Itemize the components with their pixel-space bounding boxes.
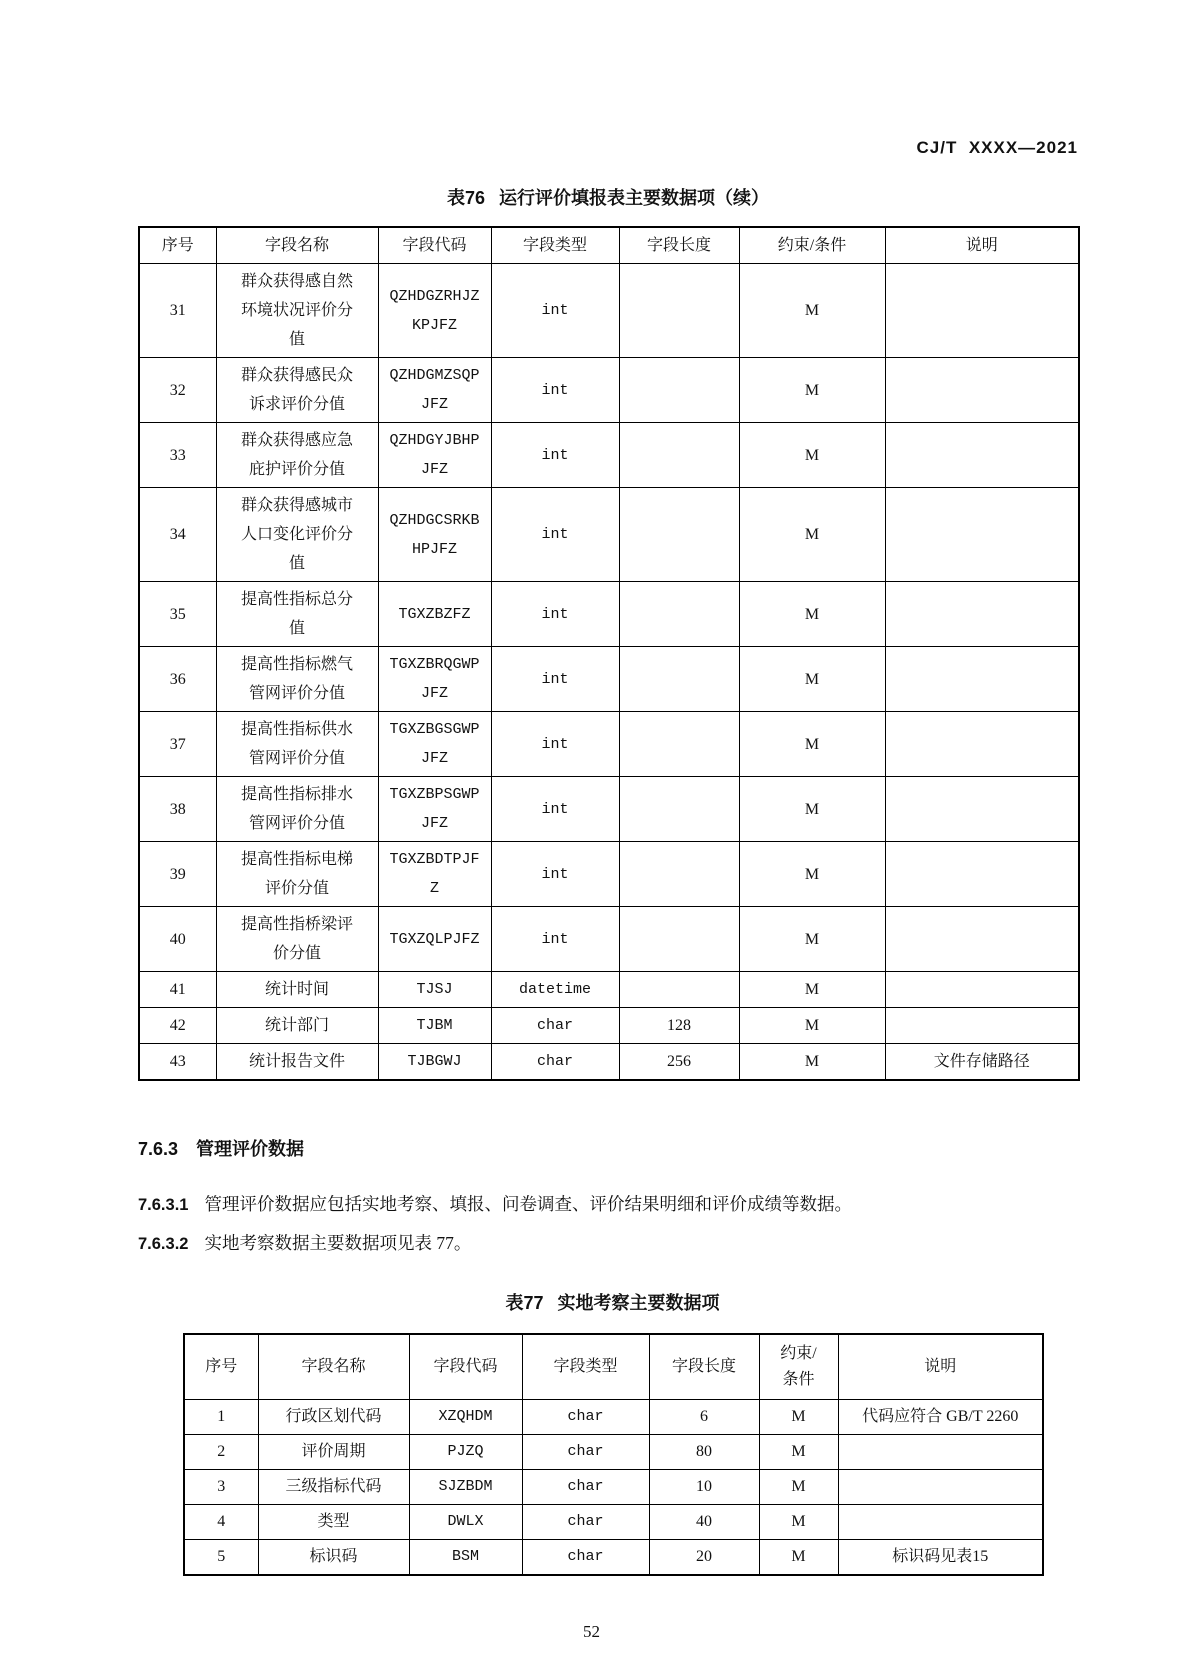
- cell: [885, 264, 1079, 358]
- table-row: [139, 907, 1079, 972]
- table-row: [139, 358, 1079, 423]
- cell: 38: [139, 777, 216, 842]
- cell: M: [739, 358, 885, 423]
- cell: int: [491, 712, 619, 777]
- cell: [619, 264, 739, 358]
- cell: 4: [184, 1505, 258, 1540]
- column-header: [216, 227, 378, 264]
- cell: [619, 777, 739, 842]
- cell: int: [491, 488, 619, 582]
- cell: DWLX: [409, 1505, 522, 1540]
- cell: 37: [139, 712, 216, 777]
- cell: [885, 488, 1079, 582]
- cell: TJBM: [378, 1008, 491, 1044]
- table-row: [139, 1044, 1079, 1081]
- column-header-label: 序号: [161, 237, 194, 254]
- cell: 33: [139, 423, 216, 488]
- column-header-label: 字段类型: [553, 1358, 618, 1375]
- column-header: [759, 1334, 838, 1400]
- cell: 256: [619, 1044, 739, 1081]
- column-header: [258, 1334, 409, 1400]
- table-row: [139, 712, 1079, 777]
- cell: int: [491, 777, 619, 842]
- cell: [838, 1435, 1043, 1470]
- cell: 5: [184, 1540, 258, 1576]
- table-row: [139, 582, 1079, 647]
- cell: [619, 358, 739, 423]
- cell: char: [522, 1540, 649, 1576]
- table77-caption-number: 表77: [505, 1293, 544, 1313]
- cell: char: [522, 1400, 649, 1435]
- cell: TGXZBGSGWPJFZ: [378, 712, 491, 777]
- cell: int: [491, 647, 619, 712]
- column-header: [885, 227, 1079, 264]
- column-header-label: 字段长度: [671, 1358, 736, 1375]
- cell: M: [739, 842, 885, 907]
- cell: 10: [649, 1470, 759, 1505]
- cell: 39: [139, 842, 216, 907]
- cell: 群众获得感自然环境状况评价分值: [216, 264, 378, 358]
- cell: 1: [184, 1400, 258, 1435]
- cell: 34: [139, 488, 216, 582]
- cell: [885, 842, 1079, 907]
- cell: 3: [184, 1470, 258, 1505]
- cell: TJSJ: [378, 972, 491, 1008]
- cell: QZHDGZRHJZKPJFZ: [378, 264, 491, 358]
- cell: M: [739, 777, 885, 842]
- table77-header: [184, 1334, 1043, 1400]
- clause-number: 7.6.3.1: [138, 1196, 189, 1214]
- cell: [885, 712, 1079, 777]
- cell: char: [522, 1470, 649, 1505]
- cell: 统计部门: [216, 1008, 378, 1044]
- cell: datetime: [491, 972, 619, 1008]
- header-row: [139, 227, 1079, 264]
- cell: 36: [139, 647, 216, 712]
- table-row: [139, 972, 1079, 1008]
- cell: M: [739, 488, 885, 582]
- cell: char: [522, 1435, 649, 1470]
- clause-paragraph: [138, 1228, 1078, 1259]
- table-row: [139, 647, 1079, 712]
- cell: QZHDGCSRKBHPJFZ: [378, 488, 491, 582]
- table77-caption: [183, 1289, 1042, 1315]
- cell: [619, 488, 739, 582]
- section-heading-number: 7.6.3: [138, 1139, 179, 1159]
- column-header-label: 约束/条件: [780, 1345, 817, 1388]
- cell: 6: [649, 1400, 759, 1435]
- cell: 80: [649, 1435, 759, 1470]
- column-header: [378, 227, 491, 264]
- cell: 标识码: [258, 1540, 409, 1576]
- cell: 提高性指标总分值: [216, 582, 378, 647]
- cell: [619, 842, 739, 907]
- cell: TGXZBRQGWPJFZ: [378, 647, 491, 712]
- cell: [838, 1470, 1043, 1505]
- cell: 类型: [258, 1505, 409, 1540]
- clause-number: 7.6.3.2: [138, 1235, 189, 1253]
- cell: M: [759, 1470, 838, 1505]
- table77: [183, 1333, 1044, 1576]
- table77-body: [184, 1400, 1043, 1576]
- cell: [838, 1505, 1043, 1540]
- table-row: [184, 1540, 1043, 1576]
- cell: M: [759, 1540, 838, 1576]
- cell: M: [739, 712, 885, 777]
- cell: 提高性指标排水管网评价分值: [216, 777, 378, 842]
- table-row: [139, 488, 1079, 582]
- cell: [885, 777, 1079, 842]
- cell: 提高性指标供水管网评价分值: [216, 712, 378, 777]
- column-header: [409, 1334, 522, 1400]
- cell: M: [739, 264, 885, 358]
- section-heading-text: 管理评价数据: [196, 1139, 305, 1159]
- table76-caption-title: 运行评价填报表主要数据项（续）: [499, 188, 770, 208]
- cell: int: [491, 907, 619, 972]
- cell: TGXZQLPJFZ: [378, 907, 491, 972]
- clause-text: 实地考察数据主要数据项见表 77。: [204, 1233, 472, 1253]
- cell: [619, 907, 739, 972]
- cell: 35: [139, 582, 216, 647]
- table-row: [139, 264, 1079, 358]
- cell: M: [739, 907, 885, 972]
- table77-caption-title: 实地考察主要数据项: [557, 1293, 720, 1313]
- cell: M: [739, 972, 885, 1008]
- table-row: [139, 423, 1079, 488]
- cell: M: [759, 1400, 838, 1435]
- cell: [885, 972, 1079, 1008]
- cell: 三级指标代码: [258, 1470, 409, 1505]
- cell: M: [739, 1044, 885, 1081]
- column-header-label: 说明: [924, 1358, 957, 1375]
- cell: [885, 647, 1079, 712]
- table-row: [184, 1435, 1043, 1470]
- column-header-label: 字段长度: [646, 237, 711, 254]
- column-header: [139, 227, 216, 264]
- table-row: [139, 1008, 1079, 1044]
- column-header-label: 字段代码: [433, 1358, 498, 1375]
- cell: [885, 1008, 1079, 1044]
- cell: TGXZBPSGWPJFZ: [378, 777, 491, 842]
- column-header: [739, 227, 885, 264]
- cell: char: [491, 1008, 619, 1044]
- cell: 40: [139, 907, 216, 972]
- cell: int: [491, 264, 619, 358]
- cell: M: [759, 1435, 838, 1470]
- standard-number: CJ/T XXXX—2021: [916, 138, 1078, 157]
- cell: [619, 582, 739, 647]
- cell: 统计报告文件: [216, 1044, 378, 1081]
- column-header: [184, 1334, 258, 1400]
- cell: int: [491, 358, 619, 423]
- column-header-label: 约束/条件: [777, 237, 847, 254]
- column-header: [649, 1334, 759, 1400]
- column-header-label: 说明: [965, 237, 998, 254]
- table-row: [184, 1505, 1043, 1540]
- cell: 评价周期: [258, 1435, 409, 1470]
- cell: [885, 582, 1079, 647]
- column-header: [491, 227, 619, 264]
- table-row: [139, 842, 1079, 907]
- cell: int: [491, 423, 619, 488]
- column-header: [619, 227, 739, 264]
- column-header: [838, 1334, 1043, 1400]
- cell: 20: [649, 1540, 759, 1576]
- cell: TJBGWJ: [378, 1044, 491, 1081]
- table76-header: [139, 227, 1079, 264]
- column-header-label: 字段名称: [264, 237, 329, 254]
- cell: 提高性指标燃气管网评价分值: [216, 647, 378, 712]
- section-heading: [138, 1135, 1183, 1161]
- cell: QZHDGMZSQPJFZ: [378, 358, 491, 423]
- cell: char: [491, 1044, 619, 1081]
- clause-text: 管理评价数据应包括实地考察、填报、问卷调查、评价结果明细和评价成绩等数据。: [204, 1194, 852, 1214]
- cell: [619, 423, 739, 488]
- cell: [885, 358, 1079, 423]
- table-row: [184, 1400, 1043, 1435]
- table76-caption: [138, 184, 1078, 210]
- column-header-label: 字段代码: [402, 237, 467, 254]
- clause-paragraph: [138, 1189, 1078, 1220]
- table76-body: [139, 264, 1079, 1081]
- cell: 标识码见表15: [838, 1540, 1043, 1576]
- table76: [138, 226, 1080, 1081]
- cell: char: [522, 1505, 649, 1540]
- cell: M: [739, 582, 885, 647]
- cell: 128: [619, 1008, 739, 1044]
- cell: SJZBDM: [409, 1470, 522, 1505]
- cell: [619, 972, 739, 1008]
- cell: 32: [139, 358, 216, 423]
- cell: 行政区划代码: [258, 1400, 409, 1435]
- column-header-label: 字段名称: [301, 1358, 366, 1375]
- column-header: [522, 1334, 649, 1400]
- table-row: [184, 1470, 1043, 1505]
- cell: [885, 423, 1079, 488]
- column-header-label: 字段类型: [522, 237, 587, 254]
- cell: PJZQ: [409, 1435, 522, 1470]
- cell: M: [739, 647, 885, 712]
- cell: int: [491, 842, 619, 907]
- cell: 31: [139, 264, 216, 358]
- cell: 2: [184, 1435, 258, 1470]
- cell: QZHDGYJBHPJFZ: [378, 423, 491, 488]
- cell: M: [739, 1008, 885, 1044]
- cell: 40: [649, 1505, 759, 1540]
- cell: XZQHDM: [409, 1400, 522, 1435]
- cell: 群众获得感民众诉求评价分值: [216, 358, 378, 423]
- cell: 提高性指桥梁评价分值: [216, 907, 378, 972]
- cell: [619, 712, 739, 777]
- header-row: [184, 1334, 1043, 1400]
- cell: TGXZBZFZ: [378, 582, 491, 647]
- cell: [885, 907, 1079, 972]
- cell: TGXZBDTPJFZ: [378, 842, 491, 907]
- cell: 提高性指标电梯评价分值: [216, 842, 378, 907]
- cell: 群众获得感城市人口变化评价分值: [216, 488, 378, 582]
- cell: [619, 647, 739, 712]
- cell: 文件存储路径: [885, 1044, 1079, 1081]
- cell: BSM: [409, 1540, 522, 1576]
- cell: 41: [139, 972, 216, 1008]
- cell: 统计时间: [216, 972, 378, 1008]
- page-number: 52: [583, 1622, 600, 1641]
- cell: 代码应符合 GB/T 2260: [838, 1400, 1043, 1435]
- table-row: [139, 777, 1079, 842]
- cell: int: [491, 582, 619, 647]
- cell: 43: [139, 1044, 216, 1081]
- table76-caption-number: 表76: [446, 188, 486, 208]
- cell: M: [739, 423, 885, 488]
- cell: 42: [139, 1008, 216, 1044]
- cell: 群众获得感应急庇护评价分值: [216, 423, 378, 488]
- cell: M: [759, 1505, 838, 1540]
- column-header-label: 序号: [205, 1358, 238, 1375]
